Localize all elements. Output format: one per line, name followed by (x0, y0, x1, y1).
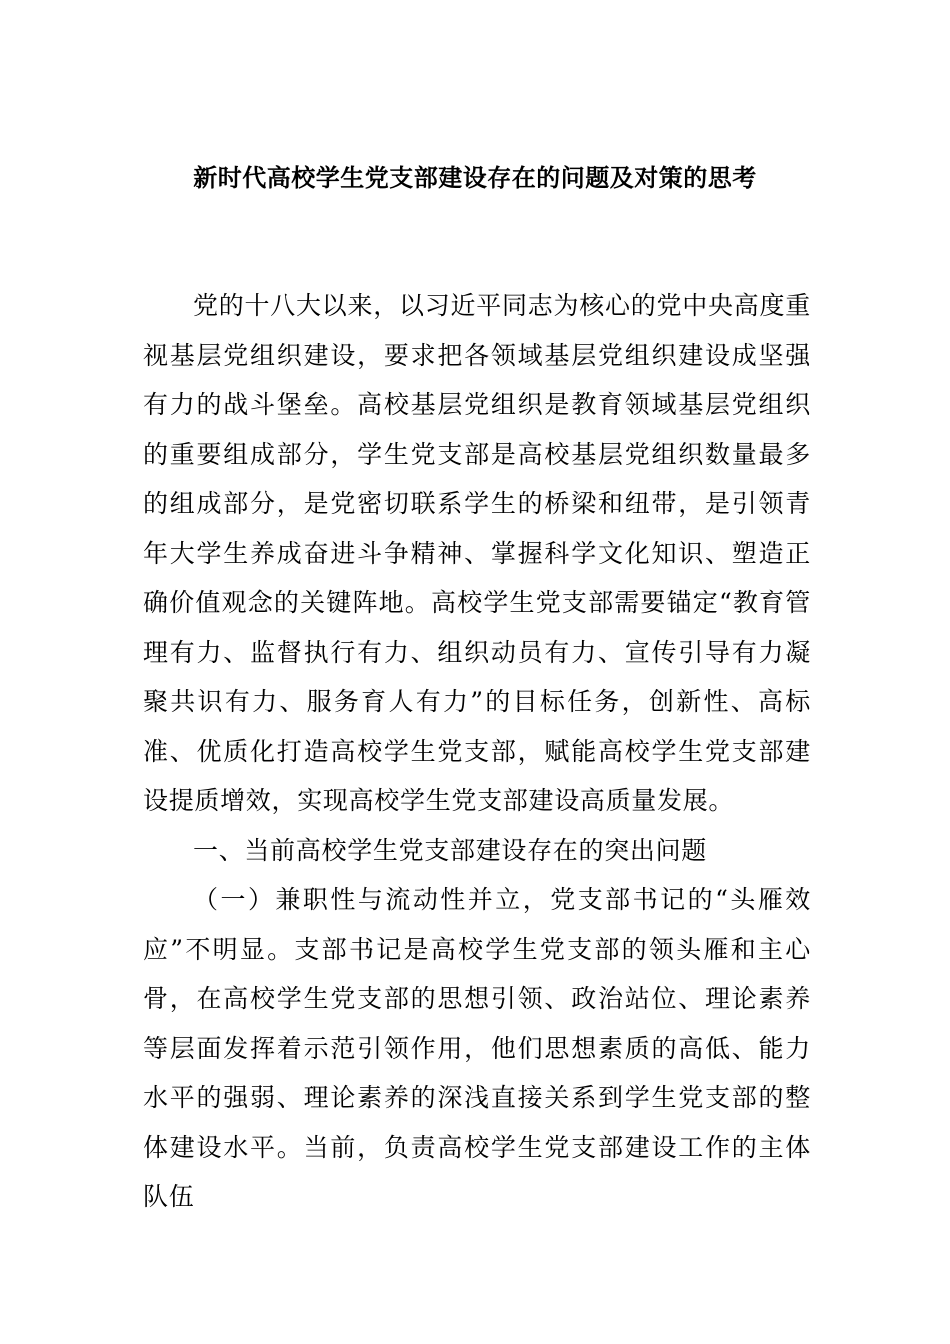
document-title: 新时代高校学生党支部建设存在的问题及对策的思考 (193, 164, 757, 192)
intro-paragraph: 党的十八大以来，以习近平同志为核心的党中央高度重视基层党组织建设，要求把各领域基层党组织建设成坚强有力的战斗堡垒。高校基层党组织是教育领域基层党组织的重要组成部分，学生党支部是高校基层党组织数量最多的组成部分，是党密切联系学生的桥梁和纽带，是引领青年大学生养成奋进斗争精神、掌握科学文化知识、塑造正确价值观念的关键阵地。高校学生党支部需要锚定“教育管理有力、监督执行有力、组织动员有力、宣传引导有力凝聚共识有力、服务育人有力”的目标任务，创新性、高标准、优质化打造高校学生党支部，赋能高校学生党支部建设提质增效，实现高校学生党支部建设高质量发展。 (143, 291, 811, 815)
subsection-paragraph: （一）兼职性与流动性并立，党支部书记的“头雁效应”不明显。支部书记是高校学生党支部的领头雁和主心骨，在高校学生党支部的思想引领、政治站位、理论素养等层面发挥着示范引领作用，他们思想素质的高低、能力水平的强弱、理论素养的深浅直接关系到学生党支部的整体建设水平。当前，负责高校学生党支部建设工作的主体队伍 (143, 885, 811, 1211)
document-body (143, 281, 811, 1222)
section-heading: 一、当前高校学生党支部建设存在的突出问题 (193, 835, 708, 865)
